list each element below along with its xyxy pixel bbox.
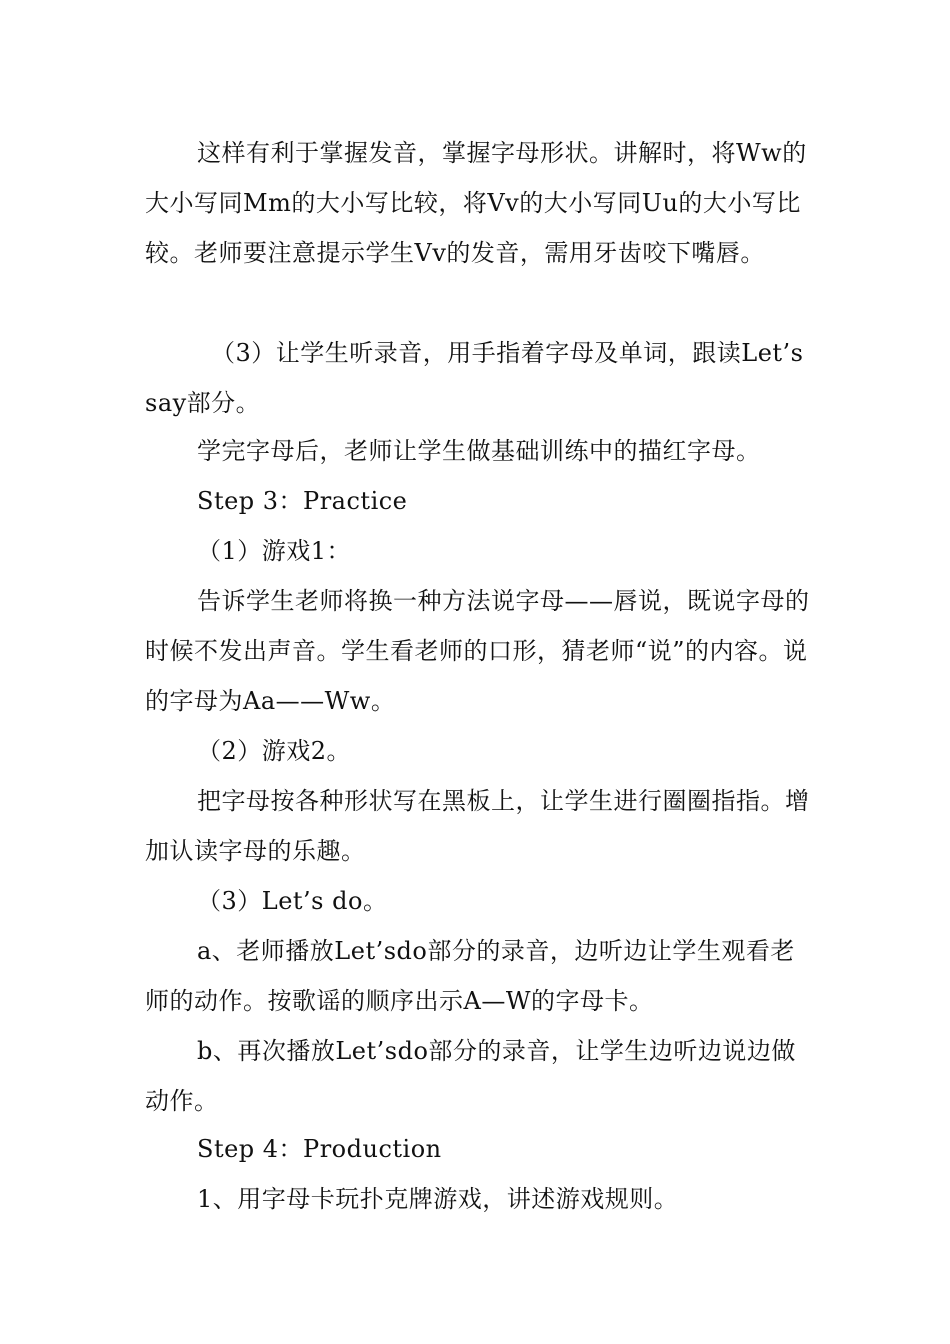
heading-step-3: Step 3：Practice: [197, 487, 408, 515]
paragraph-lets-do-a: a、老师播放Let’sdo部分的录音，边听边让学生观看老师的动作。按歌谣的顺序出示A—W的字母卡。: [145, 937, 795, 1015]
paragraph-tracing: 学完字母后，老师让学生做基础训练中的描红字母。: [197, 437, 761, 465]
paragraph-lets-do-title: （3）Let’s do。: [197, 887, 388, 915]
paragraph-step-listen: （3）让学生听录音，用手指着字母及单词，跟读Let’ssay部分。: [145, 339, 804, 417]
paragraph-card-game: 1、用字母卡玩扑克牌游戏，讲述游戏规则。: [197, 1185, 679, 1213]
paragraph-pronunciation: 这样有利于掌握发音，掌握字母形状。讲解时，将Ww的大小写同Mm的大小写比较，将Vv的大小写同Uu的大小写比较。老师要注意提示学生Vv的发音，需用牙齿咬下嘴唇。: [145, 139, 807, 267]
paragraph-game-2-body: 把字母按各种形状写在黑板上，让学生进行圈圈指指。增加认读字母的乐趣。: [145, 787, 810, 865]
paragraph-game-2-title: （2）游戏2。: [197, 737, 352, 765]
paragraph-game-1-body: 告诉学生老师将换一种方法说字母——唇说，既说字母的时候不发出声音。学生看老师的口形，猜老师“说”的内容。说的字母为Aa——Ww。: [145, 587, 810, 715]
paragraph-game-1-title: （1）游戏1：: [197, 537, 352, 565]
heading-step-4: Step 4：Production: [197, 1135, 442, 1163]
paragraph-lets-do-b: b、再次播放Let’sdo部分的录音，让学生边听边说边做动作。: [145, 1037, 796, 1115]
